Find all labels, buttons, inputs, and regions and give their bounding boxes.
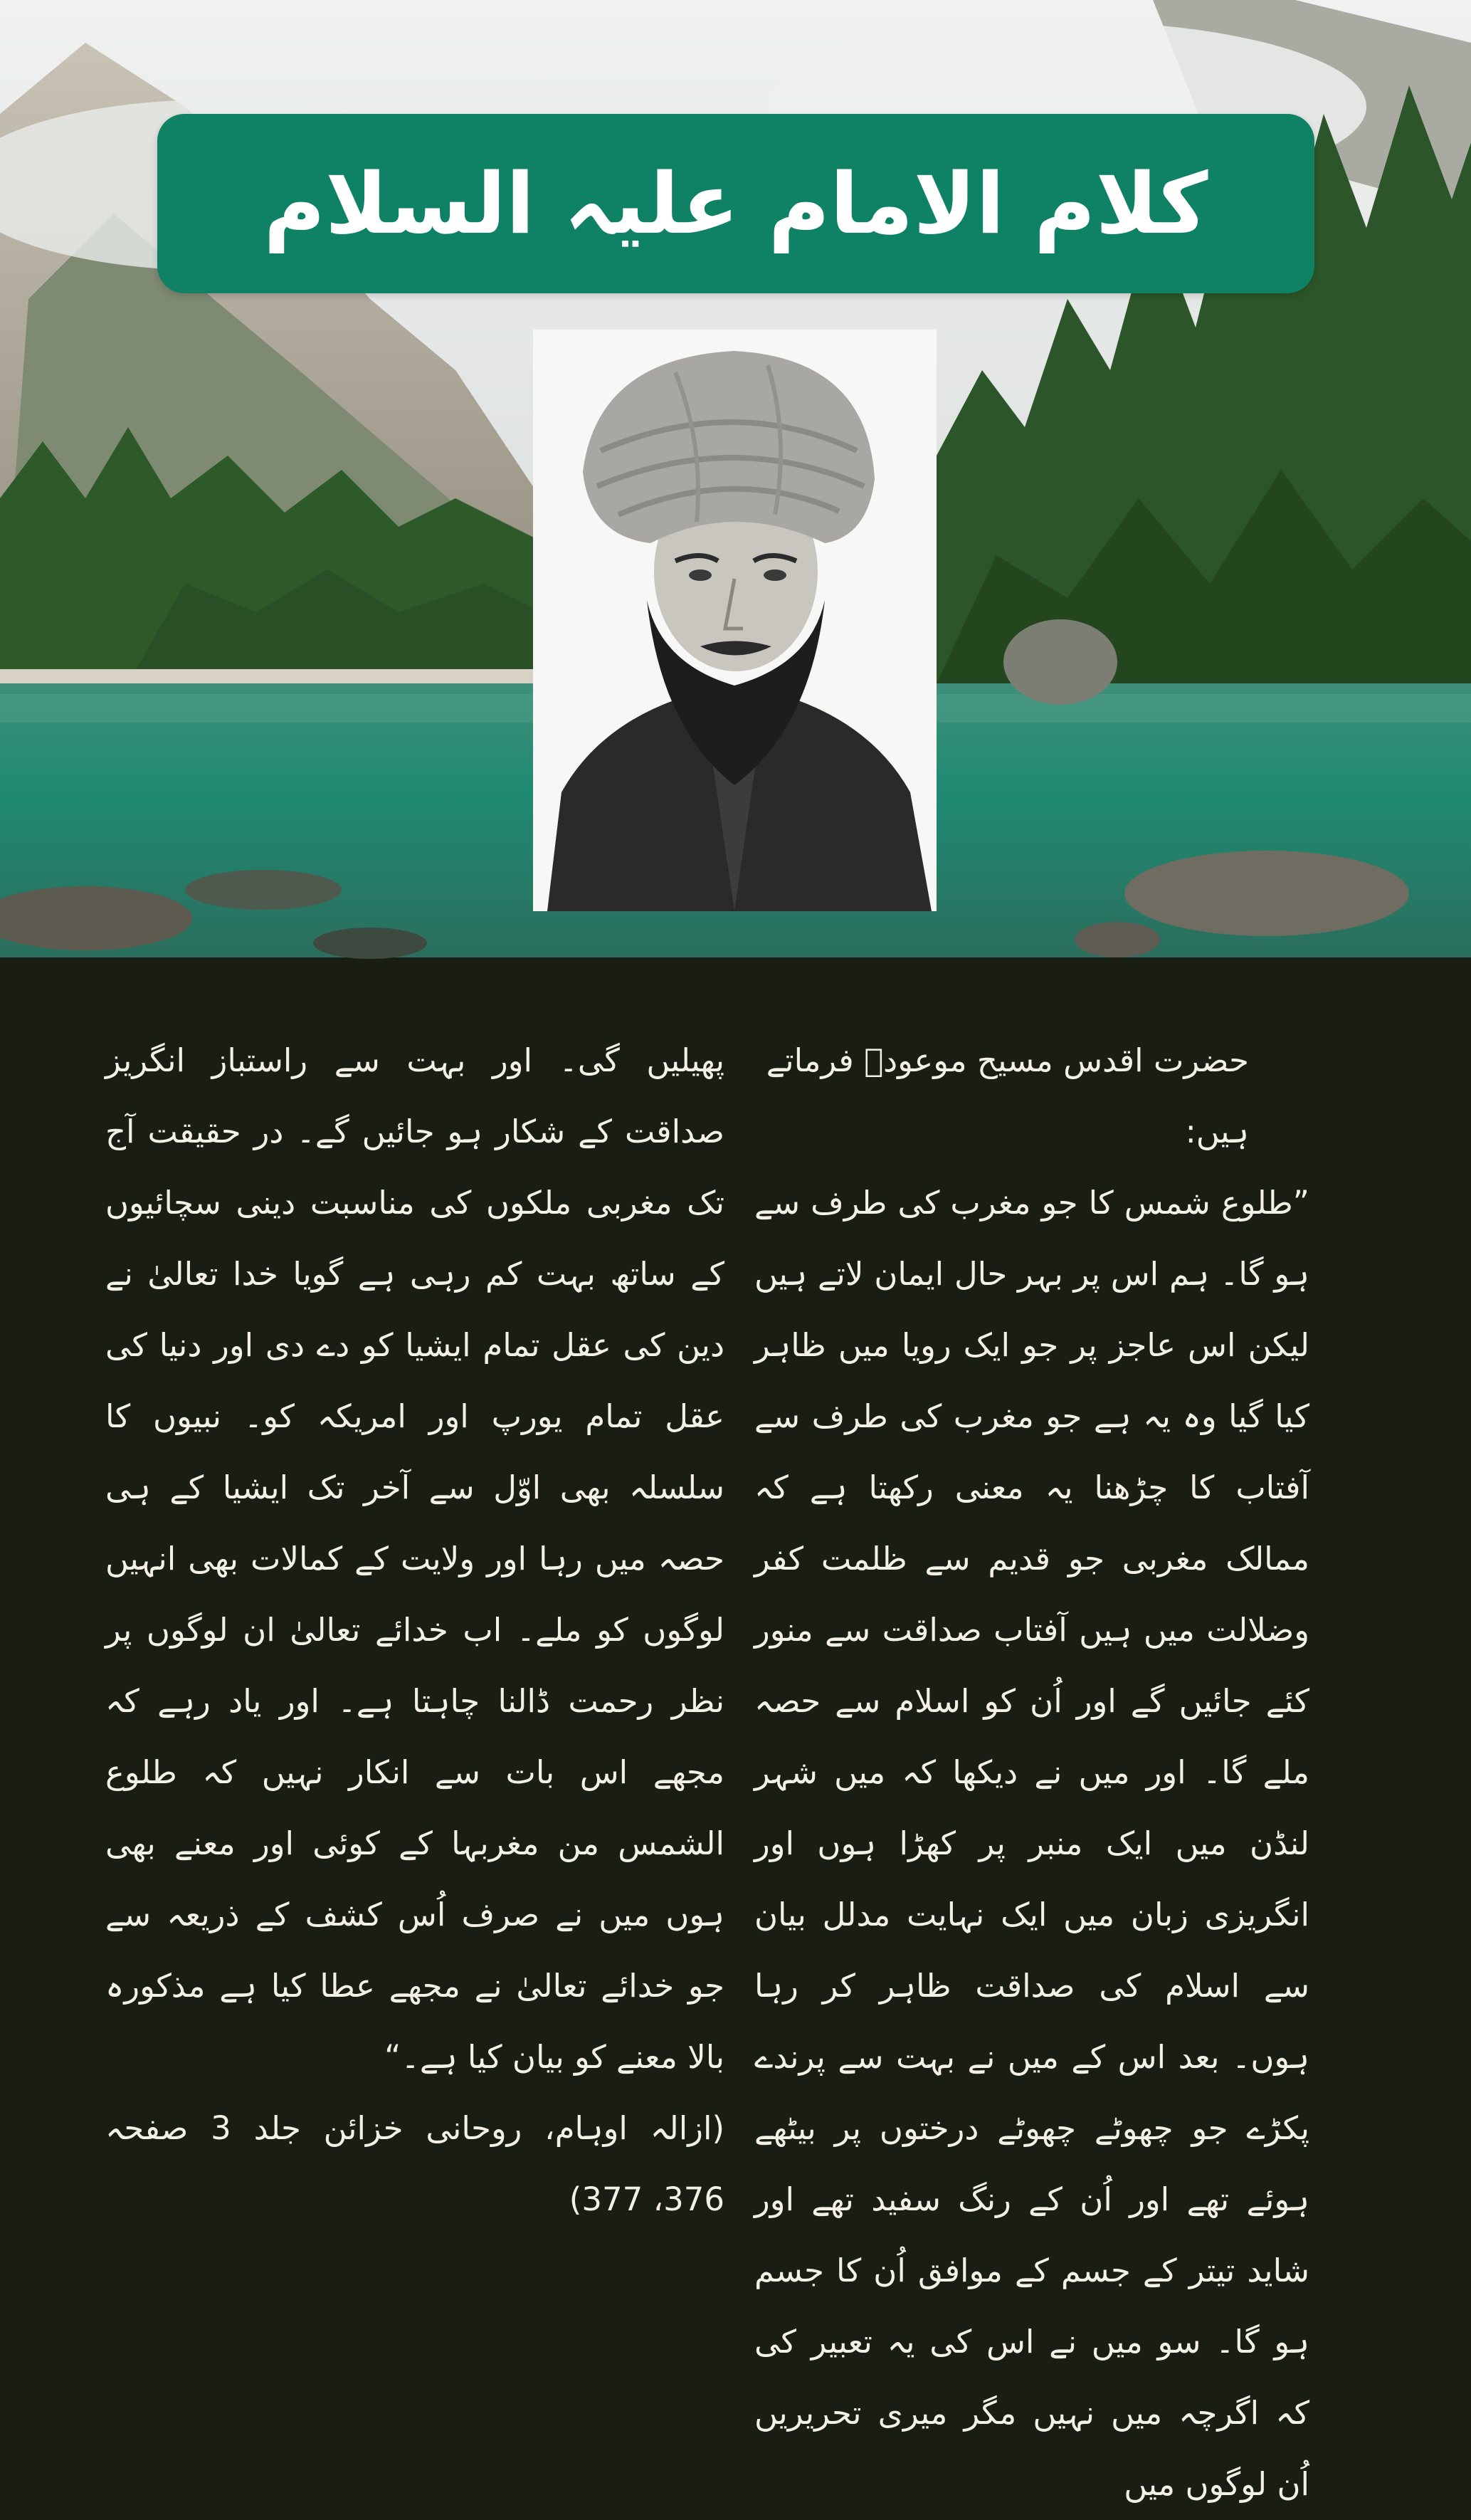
portrait-photo <box>533 330 937 911</box>
portrait-illustration <box>533 330 937 911</box>
quote-body-part1: ”طلوع شمس کا جو مغرب کی طرف سے ہو گا۔ ہم اس پر بہر حال ایمان لاتے ہیں لیکن اس عاجز پر جو ایک رویا میں ظاہر کیا گیا وہ یہ ہے جو مغرب کی طرف سے آفتاب کا چڑھنا یہ معنی رکھتا ہے کہ ممالک مغربی جو قدیم سے ظلمت کفر وضلالت میں ہیں آفتاب صداقت سے منور کئے جائیں گے اور اُن کو اسلام سے حصہ ملے گا۔ اور میں نے دیکھا کہ میں شہر لنڈن میں ایک منبر پر کھڑا ہوں اور انگریزی زبان میں ایک نہایت مدلل بیان سے اسلام کی صداقت ظاہر کر رہا ہوں۔ بعد اس کے میں نے بہت سے پرندے پکڑے جو چھوٹے چھوٹے درختوں پر بیٹھے ہوئے تھے اور اُن کے رنگ سفید تھے اور شاید تیتر کے جسم کے موافق اُن کا جسم ہو گا۔ سو میں نے اس کی یہ تعبیر کی کہ اگرچہ میں نہیں مگر میری تحریریں اُن لوگوں میں <box>754 1184 1309 2503</box>
text-column-right <box>754 1025 1309 2503</box>
source-reference: (ازالہ اوہام، روحانی خزائن جلد 3 صفحہ 376، 377) <box>105 2109 725 2218</box>
text-column-left <box>105 1025 725 2218</box>
quote-body-part2: پھیلیں گی۔ اور بہت سے راستباز انگریز صداقت کے شکار ہو جائیں گے۔ در حقیقت آج تک مغربی ملکوں کی مناسبت دینی سچائیوں کے ساتھ بہت کم رہی ہے گویا خدا تعالیٰ نے دین کی عقل تمام ایشیا کو دے دی اور دنیا کی عقل تمام یورپ اور امریکہ کو۔ نبیوں کا سلسلہ بھی اوّل سے آخر تک ایشیا کے ہی حصہ میں رہا اور ولایت کے کمالات بھی انہیں لوگوں کو ملے۔ اب خدائے تعالیٰ ان لوگوں پر نظر رحمت ڈالنا چاہتا ہے۔ اور یاد رہے کہ مجھے اس بات سے انکار نہیں کہ طلوع الشمس من مغربہا کے کوئی اور معنے بھی ہوں میں نے صرف اُس کشف کے ذریعہ سے جو خدائے تعالیٰ نے مجھے عطا کیا ہے مذکورہ بالا معنے کو بیان کیا ہے۔“ <box>105 1041 724 2076</box>
quote-heading: حضرت اقدس مسیح موعودؑ فرماتے ہیں: <box>766 1041 1249 1150</box>
title-banner <box>157 114 1314 293</box>
page-title: کلام الامام علیہ السلام <box>263 154 1208 253</box>
